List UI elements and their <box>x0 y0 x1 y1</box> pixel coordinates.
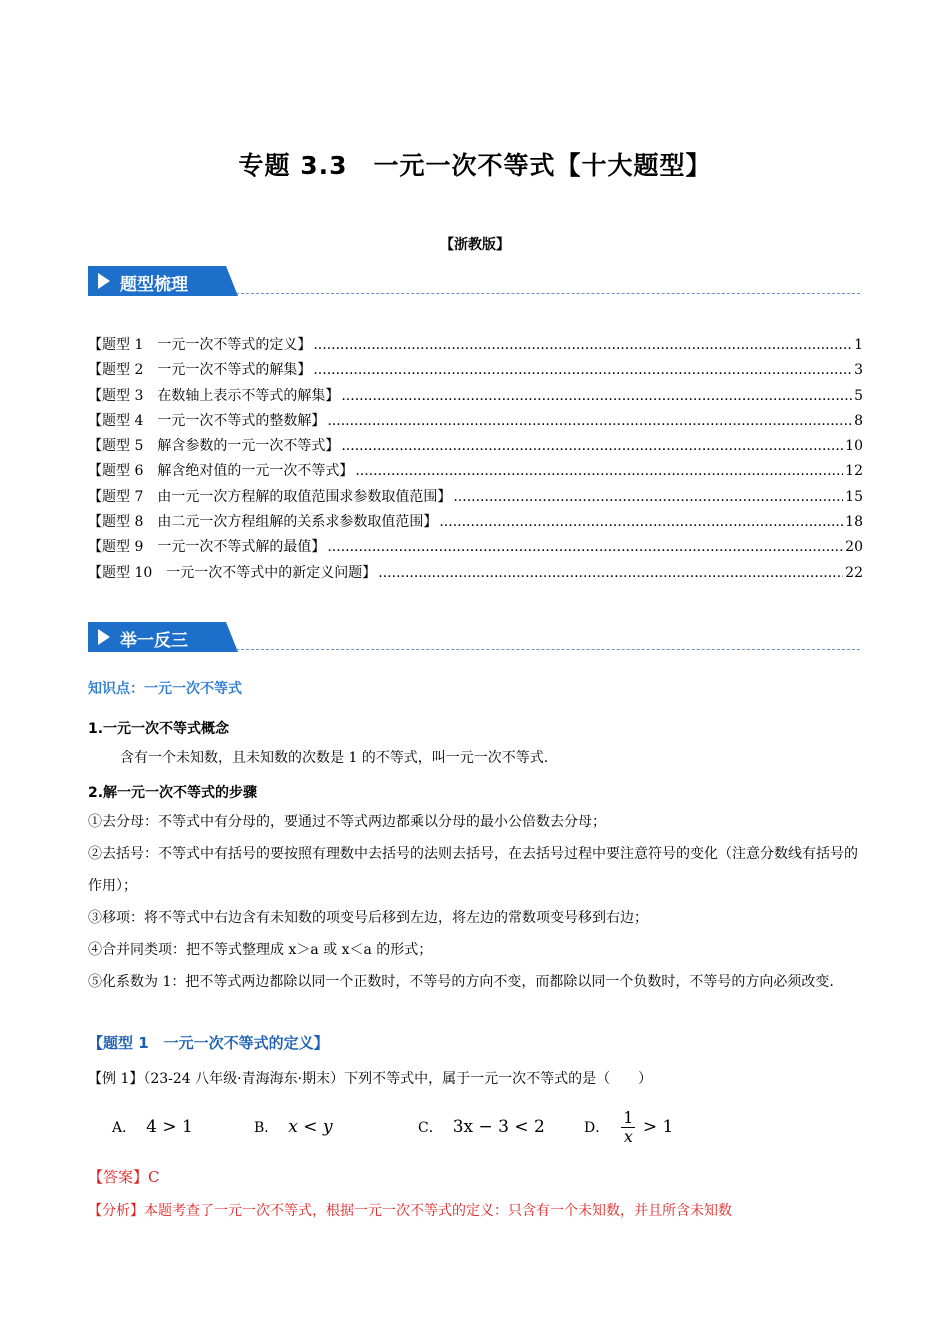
toc-item[interactable]: 【题型 1 一元一次不等式的定义】 ..... 1 <box>88 334 863 359</box>
step-item: ②去括号：不等式中有括号的要按照有理数中去括号的法则去括号，在去括号过程中要注意符号的变化（注意分数线有括号的作用）； <box>88 846 858 894</box>
answer-options <box>112 1104 852 1150</box>
example-question: 【例 1】（23-24 八年级·青海海东·期末）下列不等式中，属于一元一次不等式的是（ ） <box>88 1071 653 1087</box>
knowledge-point-title: 知识点：一元一次不等式 <box>88 681 242 697</box>
toc-item[interactable]: 【题型 3 在数轴上表示不等式的解集】 ..... 5 <box>88 385 863 410</box>
step-item: ①去分母：不等式中有分母的，要通过不等式两边都乘以分母的最小公倍数去分母； <box>88 814 606 830</box>
play-arrow-icon <box>98 273 110 289</box>
step-item: ④合并同类项：把不等式整理成 x＞a 或 x＜a 的形式； <box>88 942 433 958</box>
answer-text: 【答案】C <box>88 1168 160 1186</box>
analysis-text: 【分析】本题考查了一元一次不等式，根据一元一次不等式的定义：只含有一个未知数，并且所含未知数 <box>88 1203 732 1219</box>
toc-item[interactable]: 【题型 9 一元一次不等式解的最值】 ..... 20 <box>88 536 863 561</box>
page-title: 专题 3.3 一元一次不等式【十大题型】 <box>238 151 712 180</box>
banner-tab <box>88 266 238 296</box>
step-item: ⑤化系数为 1：把不等式两边都除以同一个正数时，不等号的方向不变，而都除以同一个负数时，不等号的方向必须改变. <box>88 974 834 990</box>
banner-label: 举一反三 <box>120 631 188 651</box>
toc-item[interactable]: 【题型 8 由二元一次方程组解的关系求参数取值范围】 ..... 18 <box>88 511 863 536</box>
dashed-divider <box>236 293 860 294</box>
toc-item[interactable]: 【题型 6 解含绝对值的一元一次不等式】 ..... 12 <box>88 460 863 485</box>
section-banner-examples <box>88 622 860 654</box>
option-d[interactable]: D． $\frac{1}{x}$ > 1 <box>584 1107 674 1146</box>
fraction: $\frac{1}{x}$ <box>623 1107 634 1146</box>
option-b[interactable]: B． x < y <box>254 1117 333 1137</box>
steps-heading: 2.解一元一次不等式的步骤 <box>88 785 258 801</box>
concept-paragraph: 含有一个未知数，且未知数的次数是 1 的不等式，叫一元一次不等式. <box>120 750 549 766</box>
question-type-heading: 【题型 1 一元一次不等式的定义】 <box>88 1034 329 1052</box>
step-item: ③移项：将不等式中右边含有未知数的项变号后移到左边，将左边的常数项变号移到右边； <box>88 910 648 926</box>
banner-tab <box>88 622 238 652</box>
toc-item[interactable]: 【题型 4 一元一次不等式的整数解】 ..... 8 <box>88 410 863 435</box>
table-of-contents <box>88 334 863 587</box>
option-a[interactable]: A． 4 > 1 <box>112 1117 193 1137</box>
option-c[interactable]: C． 3x − 3 < 2 <box>418 1117 545 1137</box>
section-banner-outline <box>88 266 860 298</box>
toc-item[interactable]: 【题型 7 由一元一次方程解的取值范围求参数取值范围】 ..... 15 <box>88 486 863 511</box>
toc-item[interactable]: 【题型 10 一元一次不等式中的新定义问题】 ..... 22 <box>88 562 863 587</box>
dashed-divider <box>236 649 860 650</box>
toc-item[interactable]: 【题型 2 一元一次不等式的解集】 ..... 3 <box>88 359 863 384</box>
edition-label: 【浙教版】 <box>440 237 510 253</box>
banner-label: 题型梳理 <box>120 275 188 295</box>
concept-heading: 1.一元一次不等式概念 <box>88 721 230 737</box>
play-arrow-icon <box>98 629 110 645</box>
toc-item[interactable]: 【题型 5 解含参数的一元一次不等式】 ..... 10 <box>88 435 863 460</box>
